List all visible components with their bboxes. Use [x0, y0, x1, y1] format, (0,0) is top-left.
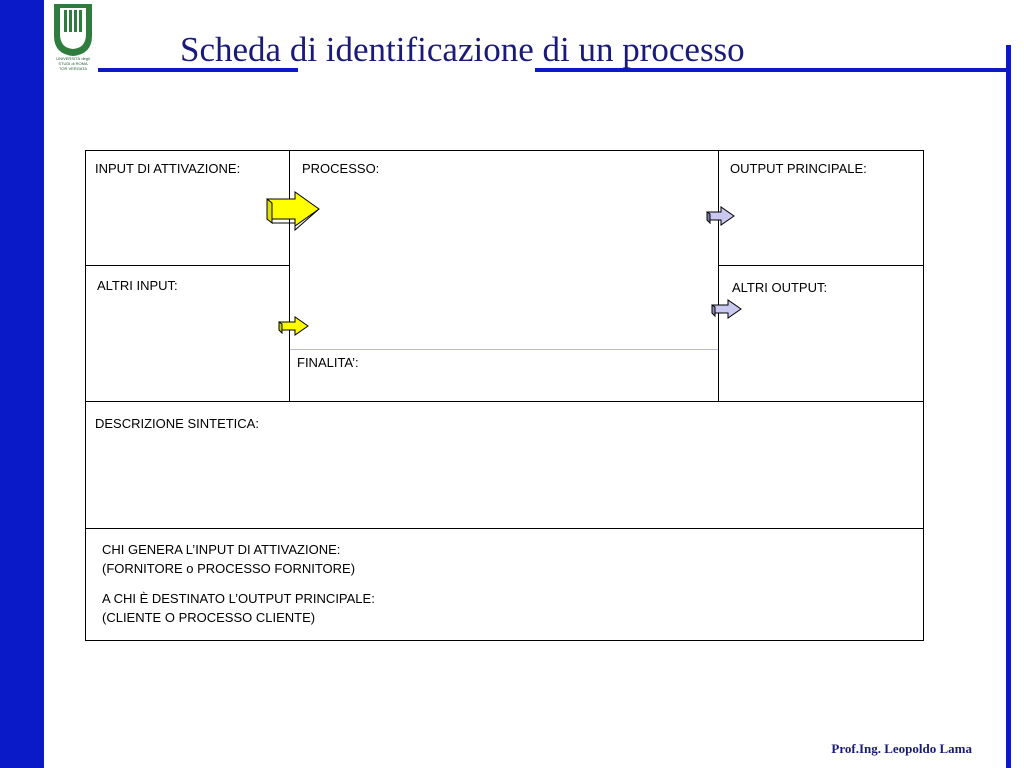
- label-processo: PROCESSO:: [302, 161, 380, 176]
- label-input-attivazione: INPUT DI ATTIVAZIONE:: [95, 161, 241, 176]
- divider-finalita: [290, 349, 718, 350]
- arrow-altri-output-icon: [710, 299, 744, 321]
- page-title: Scheda di identificazione di un processo: [180, 30, 745, 69]
- divider-right-row: [718, 265, 924, 266]
- logo-caption: [50, 56, 96, 71]
- label-fornitore: (FORNITORE o PROCESSO FORNITORE): [102, 561, 356, 576]
- label-a-chi: A CHI È DESTINATO L’OUTPUT PRINCIPALE:: [102, 591, 375, 606]
- arrow-input-attivazione-icon: [265, 190, 323, 232]
- logo-caption-line2: TOR VERGATA: [58, 66, 87, 71]
- label-output-principale: OUTPUT PRINCIPALE:: [730, 161, 867, 176]
- divider-col2: [718, 150, 719, 402]
- label-chi-genera: CHI GENERA L’INPUT DI ATTIVAZIONE:: [102, 542, 341, 557]
- label-altri-input: ALTRI INPUT:: [97, 278, 178, 293]
- label-altri-output: ALTRI OUTPUT:: [732, 280, 828, 295]
- left-accent-bar: [0, 0, 44, 768]
- label-finalita: FINALITA’:: [297, 355, 359, 370]
- logo-caption-line1: UNIVERSITÀ degli STUDI di ROMA: [56, 56, 90, 66]
- right-accent-bar: [1006, 45, 1011, 768]
- label-descrizione: DESCRIZIONE SINTETICA:: [95, 416, 259, 431]
- footer-author: Prof.Ing. Leopoldo Lama: [831, 741, 972, 756]
- divider-descrizione: [85, 401, 924, 402]
- divider-left-row: [85, 265, 290, 266]
- divider-col1: [289, 150, 290, 402]
- divider-chi: [85, 528, 924, 529]
- arrow-output-principale-icon: [705, 206, 737, 228]
- label-cliente: (CLIENTE O PROCESSO CLIENTE): [102, 610, 316, 625]
- arrow-altri-input-icon: [277, 316, 311, 338]
